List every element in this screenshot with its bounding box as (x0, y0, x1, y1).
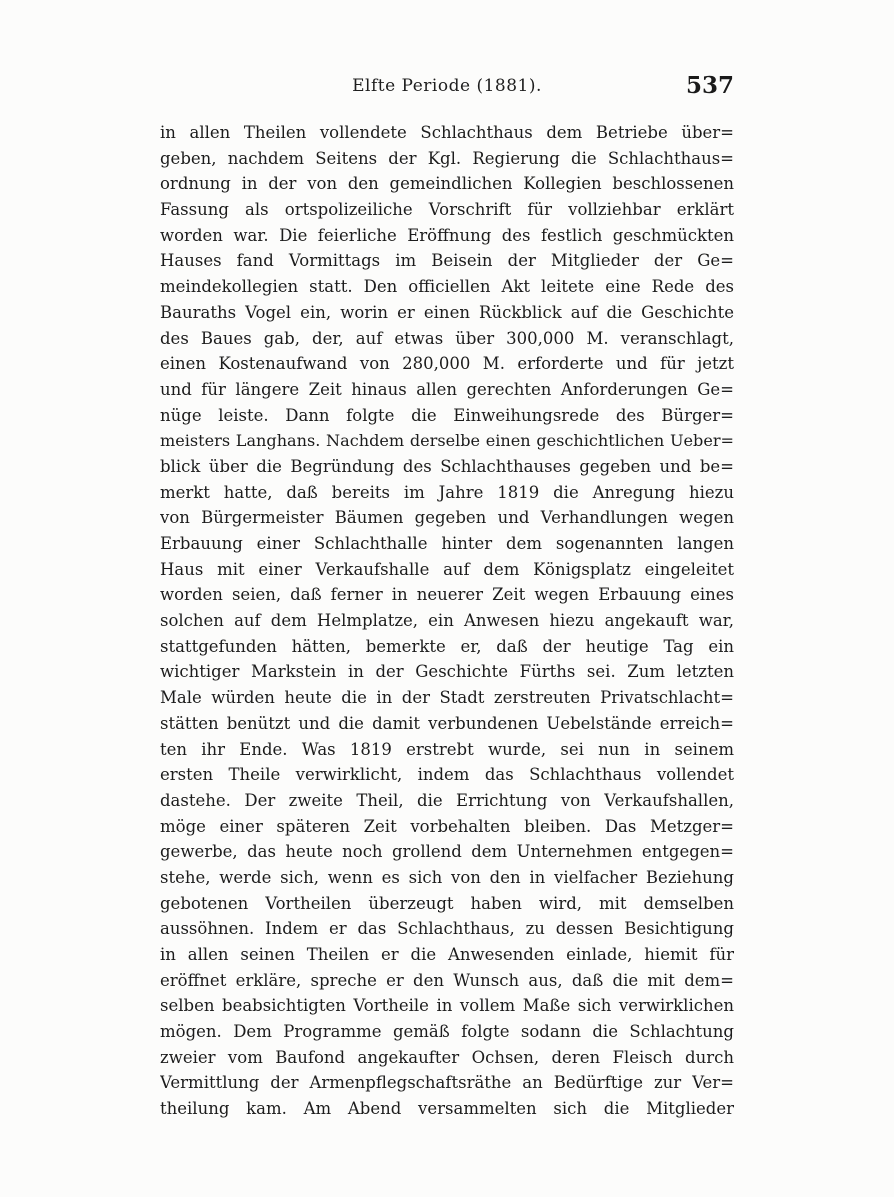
text-line: gewerbe, das heute noch grollend dem Unternehmen entgegen= (160, 842, 734, 862)
text-line: merkt hatte, daß bereits im Jahre 1819 die Anregung hiezu (160, 482, 734, 502)
text-line: selben beabsichtigten Vortheile in vollem Maße sich verwirklichen (160, 996, 734, 1016)
text-line: von Bürgermeister Bäumen gegeben und Verhandlungen wegen (160, 508, 734, 528)
text-line: stätten benützt und die damit verbundenen Uebelstände erreich= (160, 713, 734, 733)
body-text (160, 120, 734, 1122)
text-line: blick über die Begründung des Schlachthauses gegeben und be= (160, 456, 734, 476)
text-line: mögen. Dem Programme gemäß folgte sodann die Schlachtung (160, 1022, 734, 1042)
text-line: Erbauung einer Schlachthalle hinter dem sogenannten langen (160, 534, 734, 553)
running-title: Elfte Periode (1881). (352, 76, 542, 96)
text-line: stattgefunden hätten, bemerkte er, daß der heutige Tag ein (160, 636, 734, 656)
text-line: Fassung als ortspolizeiliche Vorschrift für vollziehbar erklärt (160, 200, 734, 220)
text-line: ordnung in der von den gemeindlichen Kollegien beschlossenen (160, 174, 734, 194)
text-line: in allen seinen Theilen er die Anwesenden einlade, hiemit für (160, 945, 734, 964)
text-line: eröffnet erkläre, spreche er den Wunsch aus, daß die mit dem= (160, 970, 734, 990)
text-line: solchen auf dem Helmplatze, ein Anwesen hiezu angekauft war, (160, 611, 734, 631)
text-line: möge einer späteren Zeit vorbehalten bleiben. Das Metzger= (160, 816, 734, 836)
page-number: 537 (685, 72, 734, 99)
text-line: einen Kostenaufwand von 280,000 M. erforderte und für jetzt (160, 354, 734, 374)
text-line: aussöhnen. Indem er das Schlachthaus, zu dessen Besichtigung (160, 919, 734, 939)
text-line: dastehe. Der zweite Theil, die Errichtung von Verkaufshallen, (160, 790, 734, 810)
text-line: geben, nachdem Seitens der Kgl. Regierung die Schlachthaus= (160, 148, 734, 168)
text-line: meindekollegien statt. Den officiellen Akt leitete eine Rede des (160, 277, 734, 297)
text-line: meisters Langhans. Nachdem derselbe einen geschichtlichen Ueber= (160, 431, 734, 451)
text-line: Vermittlung der Armenpflegschaftsräthe an Bedürftige zur Ver= (160, 1073, 734, 1093)
text-line: in allen Theilen vollendete Schlachthaus dem Betriebe über= (160, 123, 734, 142)
text-line: Hauses fand Vormittags im Beisein der Mitglieder der Ge= (160, 251, 734, 271)
text-line: des Baues gab, der, auf etwas über 300,000 M. veranschlagt, (160, 328, 734, 348)
text-line: Haus mit einer Verkaufshalle auf dem Königsplatz eingeleitet (160, 559, 734, 579)
text-line: gebotenen Vortheilen überzeugt haben wird, mit demselben (160, 893, 734, 913)
text-line: worden war. Die feierliche Eröffnung des festlich geschmückten (160, 225, 734, 245)
text-line: und für längere Zeit hinaus allen gerechten Anforderungen Ge= (160, 379, 734, 399)
text-line: worden seien, daß ferner in neuerer Zeit wegen Erbauung eines (160, 585, 734, 605)
text-line: Male würden heute die in der Stadt zerstreuten Privatschlacht= (160, 688, 734, 708)
text-line: wichtiger Markstein in der Geschichte Fürths sei. Zum letzten (160, 662, 734, 682)
running-head (160, 72, 734, 106)
text-line: stehe, werde sich, wenn es sich von den in vielfacher Beziehung (160, 867, 734, 887)
text-line: ersten Theile verwirklicht, indem das Schlachthaus vollendet (160, 765, 734, 785)
text-line: zweier vom Baufond angekaufter Ochsen, deren Fleisch durch (160, 1047, 734, 1067)
text-line: theilung kam. Am Abend versammelten sich die Mitglieder (160, 1099, 734, 1119)
text-line: nüge leiste. Dann folgte die Einweihungsrede des Bürger= (160, 405, 734, 425)
text-line: Bauraths Vogel ein, worin er einen Rückblick auf die Geschichte (160, 302, 734, 322)
text-line: ten ihr Ende. Was 1819 erstrebt wurde, sei nun in seinem (160, 739, 734, 759)
